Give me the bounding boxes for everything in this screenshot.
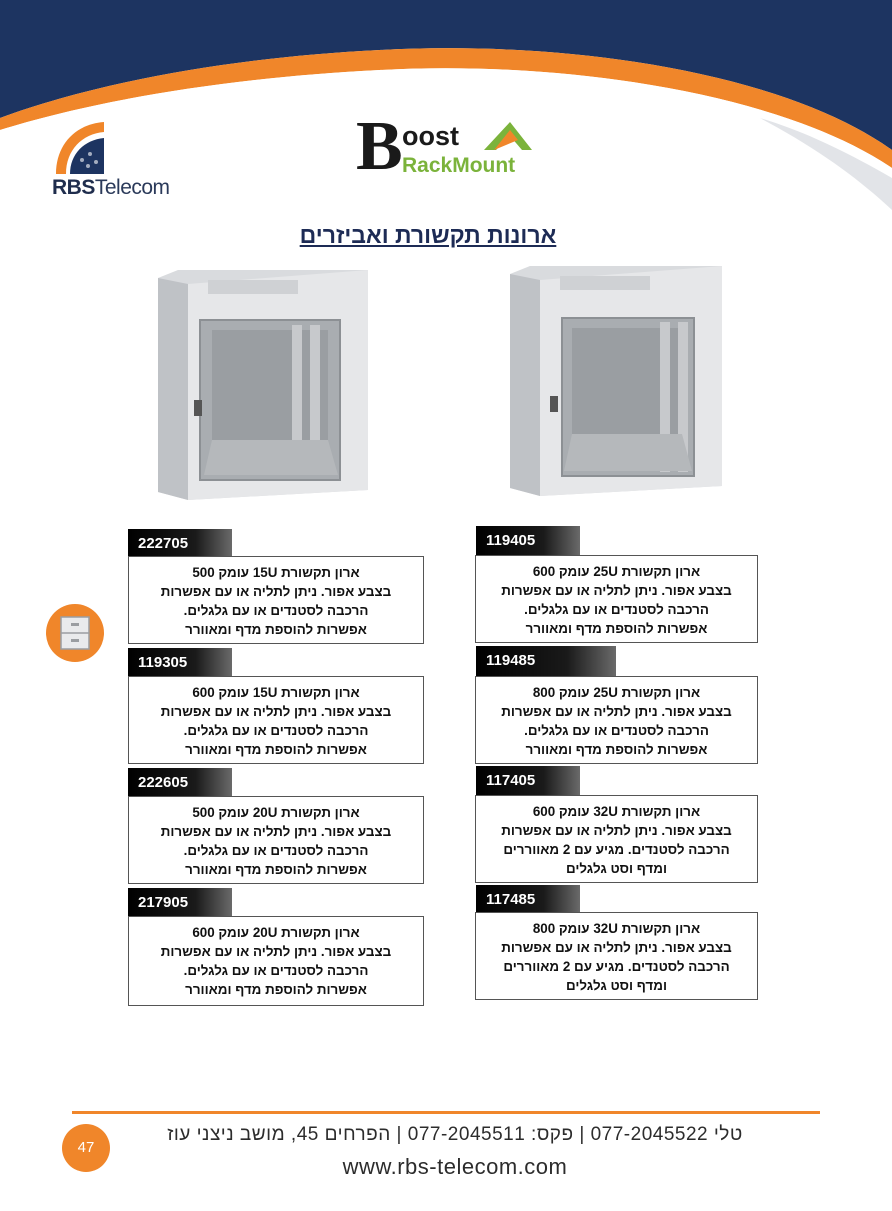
- product-code-222605: 222605: [128, 768, 232, 798]
- product-desc: [475, 912, 758, 1000]
- page-number: 47: [62, 1124, 110, 1172]
- desc-line: הרכבה לסטנדים או עם גלגלים.: [183, 723, 369, 738]
- desc-line: ארון תקשורת 20U עומק 600: [192, 925, 360, 940]
- desc-line: אפשרות להוספת מדף ומאוורר: [185, 862, 367, 877]
- boost-rackmount-logo: [356, 108, 546, 188]
- rbs-logo-text: RBSTelecom: [52, 176, 170, 199]
- desc-line: בצבע אפור. ניתן לתליה או עם אפשרות: [160, 944, 392, 959]
- rbs-logo-icon: [52, 118, 122, 178]
- desc-line: ארון תקשורת 15U עומק 600: [192, 685, 360, 700]
- desc-line: הרכבה לסטנדים. מגיע עם 2 מאווררים: [503, 842, 730, 857]
- desc-line: הרכבה לסטנדים או עם גלגלים.: [183, 603, 369, 618]
- boost-logo-letter: B: [356, 108, 403, 185]
- product-desc: [128, 796, 424, 884]
- desc-line: אפשרות להוספת מדף ומאוורר: [525, 742, 708, 757]
- rbs-telecom-logo: [52, 118, 192, 208]
- desc-line: ומדף וסט גלגלים: [566, 978, 667, 993]
- desc-line: בצבע אפור. ניתן לתליה או עם אפשרות: [160, 704, 392, 719]
- boost-logo-word: oost: [402, 121, 459, 151]
- desc-line: ארון תקשורת 32U עומק 600: [532, 804, 701, 819]
- boost-logo-sub: RackMount: [402, 154, 516, 177]
- desc-line: אפשרות להוספת מדף ומאוורר: [185, 982, 367, 997]
- product-desc: [475, 555, 758, 643]
- product-desc: [128, 916, 424, 1006]
- desc-line: אפשרות להוספת מדף ומאוורר: [525, 621, 708, 636]
- footer-divider: [72, 1111, 820, 1114]
- desc-line: בצבע אפור. ניתן לתליה או עם אפשרות: [160, 824, 392, 839]
- cabinet-image-left: [158, 270, 368, 500]
- desc-line: ארון תקשורת 32U עומק 800: [532, 921, 701, 936]
- desc-line: הרכבה לסטנדים או עם גלגלים.: [524, 602, 709, 617]
- desc-line: הרכבה לסטנדים או עם גלגלים.: [183, 963, 369, 978]
- product-code-119405: 119405: [476, 526, 580, 556]
- cabinet-image-right: [510, 266, 722, 496]
- product-code-119485: 119485: [476, 646, 616, 676]
- product-code-117485: 117485: [476, 885, 580, 915]
- desc-line: בצבע אפור. ניתן לתליה או עם אפשרות: [501, 583, 732, 598]
- product-code-119305: 119305: [128, 648, 232, 678]
- desc-line: הרכבה לסטנדים או עם גלגלים.: [183, 843, 369, 858]
- desc-line: ארון תקשורת 25U עומק 800: [532, 685, 701, 700]
- drawer-icon: [46, 604, 104, 662]
- desc-line: אפשרות להוספת מדף ומאוורר: [185, 742, 367, 757]
- boost-mountain-icon: [484, 120, 534, 152]
- product-code-217905: 217905: [128, 888, 232, 918]
- desc-line: ארון תקשורת 15U עומק 500: [192, 565, 360, 580]
- page-title: ארונות תקשורת ואביזרים: [299, 222, 557, 248]
- desc-line: בצבע אפור. ניתן לתליה או עם אפשרות: [501, 704, 732, 719]
- desc-line: הרכבה לסטנדים או עם גלגלים.: [524, 723, 709, 738]
- desc-line: אפשרות להוספת מדף ומאוורר: [185, 622, 367, 637]
- desc-line: בצבע אפור. ניתן לתליה או עם אפשרות: [501, 823, 732, 838]
- footer-contact: טלי 077-2045522 | פקס: 077-2045511 | הפרחים 45, מושב ניצני עוז: [167, 1124, 743, 1145]
- cabinet-icon: [46, 604, 104, 662]
- product-code-117405: 117405: [476, 766, 580, 796]
- product-desc: [475, 676, 758, 764]
- product-code-222705: 222705: [128, 529, 232, 559]
- footer-url[interactable]: www.rbs-telecom.com: [342, 1154, 568, 1179]
- product-desc: [128, 556, 424, 644]
- product-desc: [128, 676, 424, 764]
- desc-line: בצבע אפור. ניתן לתליה או עם אפשרות: [160, 584, 392, 599]
- desc-line: ארון תקשורת 20U עומק 500: [192, 805, 360, 820]
- desc-line: ומדף וסט גלגלים: [566, 861, 667, 876]
- desc-line: הרכבה לסטנדים. מגיע עם 2 מאווררים: [503, 959, 730, 974]
- desc-line: ארון תקשורת 25U עומק 600: [532, 564, 701, 579]
- product-desc: [475, 795, 758, 883]
- desc-line: בצבע אפור. ניתן לתליה או עם אפשרות: [501, 940, 732, 955]
